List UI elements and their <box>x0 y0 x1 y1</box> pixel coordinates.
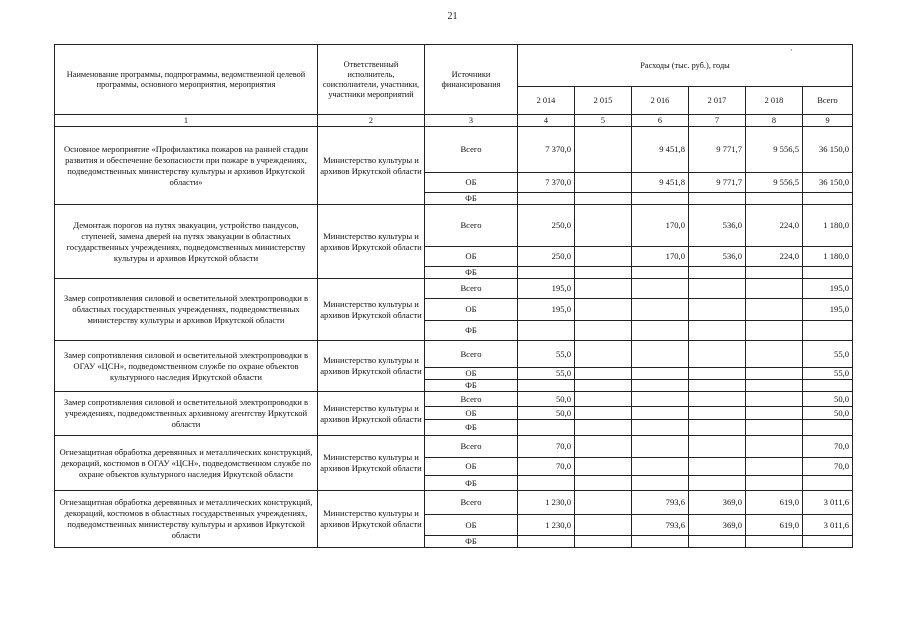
measure-name: Демонтаж порогов на путях эвакуации, устройство пандусов, ступеней, замена дверей на путях эвакуации в областных государственных учреждениях, подведомственных министерству культуры и архивов Иркутской области <box>55 205 318 279</box>
value-2016 <box>632 436 689 458</box>
table-row <box>55 341 853 368</box>
value-total: 36 150,0 <box>803 127 853 173</box>
value-2016: 793,6 <box>632 491 689 515</box>
value-2014 <box>518 420 575 436</box>
measure-name: Огнезащитная обработка деревянных и металлических конструкций, декораций, костюмов в областных государственных учреждениях, подведомственных министерству культуры и архивов Иркутской области <box>55 491 318 548</box>
value-2016 <box>632 193 689 205</box>
value-2017 <box>689 476 746 491</box>
funding-source: ФБ <box>425 321 518 341</box>
measure-name: Замер сопротивления силовой и осветительной электропроводки в областных государственных учреждениях, подведомственных министерству культуры и архивов Иркутской области <box>55 279 318 341</box>
column-number-6: 6 <box>632 115 689 127</box>
funding-source: Всего <box>425 279 518 299</box>
funding-source: ОБ <box>425 247 518 267</box>
value-2016 <box>632 299 689 321</box>
funding-source: Всего <box>425 491 518 515</box>
value-2015 <box>575 299 632 321</box>
value-2015 <box>575 127 632 173</box>
value-2015 <box>575 476 632 491</box>
value-total: 3 011,6 <box>803 491 853 515</box>
header-name: Наименование программы, подпрограммы, ведомственной целевой программы, основного мероприятия, мероприятия <box>55 45 318 115</box>
value-2015 <box>575 491 632 515</box>
measure-name: Огнезащитная обработка деревянных и металлических конструкций, декораций, костюмов в ОГАУ «ЦСН», подведомственном службе по охране объектов культурного наследия Иркутской области <box>55 436 318 491</box>
value-total: 3 011,6 <box>803 515 853 536</box>
measure-name: Основное мероприятие «Профилактика пожаров на ранней стадии развития и обеспечение безопасности при пожаре в учреждениях, подведомственных министерству культуры и архивов Иркутской области» <box>55 127 318 205</box>
value-2016 <box>632 267 689 279</box>
responsible-executor: Министерство культуры и архивов Иркутской области <box>318 127 425 205</box>
value-2017 <box>689 380 746 392</box>
funding-source: ОБ <box>425 173 518 193</box>
value-total <box>803 380 853 392</box>
value-2017: 369,0 <box>689 491 746 515</box>
column-number-8: 8 <box>746 115 803 127</box>
header-year-2015: 2 015 <box>575 87 632 115</box>
stray-mark: · <box>790 46 793 55</box>
value-2016 <box>632 420 689 436</box>
value-total <box>803 267 853 279</box>
value-total: 36 150,0 <box>803 173 853 193</box>
value-2017: 9 771,7 <box>689 173 746 193</box>
column-number-5: 5 <box>575 115 632 127</box>
value-2017 <box>689 193 746 205</box>
funding-source: ОБ <box>425 407 518 420</box>
value-2015 <box>575 193 632 205</box>
value-2016 <box>632 407 689 420</box>
funding-source: ФБ <box>425 267 518 279</box>
header-year-2017: 2 017 <box>689 87 746 115</box>
column-number-3: 3 <box>425 115 518 127</box>
funding-source: ФБ <box>425 380 518 392</box>
value-2014: 50,0 <box>518 392 575 407</box>
value-2014: 195,0 <box>518 299 575 321</box>
expenses-table <box>54 44 853 548</box>
value-total: 50,0 <box>803 407 853 420</box>
funding-source: ФБ <box>425 536 518 548</box>
value-total: 55,0 <box>803 368 853 380</box>
value-2018: 9 556,5 <box>746 173 803 193</box>
value-2018 <box>746 193 803 205</box>
value-2017 <box>689 458 746 476</box>
value-2015 <box>575 321 632 341</box>
value-total <box>803 321 853 341</box>
table-row <box>55 205 853 247</box>
value-2015 <box>575 368 632 380</box>
value-total: 1 180,0 <box>803 205 853 247</box>
value-2016 <box>632 321 689 341</box>
value-2015 <box>575 205 632 247</box>
funding-source: ОБ <box>425 515 518 536</box>
value-2016: 9 451,8 <box>632 127 689 173</box>
measure-name: Замер сопротивления силовой и осветительной электропроводки в учреждениях, подведомственных архивному агентству Иркутской области <box>55 392 318 436</box>
value-2018: 224,0 <box>746 247 803 267</box>
value-2017 <box>689 407 746 420</box>
responsible-executor: Министерство культуры и архивов Иркутской области <box>318 205 425 279</box>
value-2018 <box>746 368 803 380</box>
value-2015 <box>575 173 632 193</box>
table-row <box>55 127 853 173</box>
value-2017: 9 771,7 <box>689 127 746 173</box>
value-2015 <box>575 436 632 458</box>
funding-source: Всего <box>425 205 518 247</box>
value-2015 <box>575 515 632 536</box>
value-2016 <box>632 536 689 548</box>
value-2018 <box>746 299 803 321</box>
funding-source: Всего <box>425 392 518 407</box>
value-2017: 536,0 <box>689 247 746 267</box>
funding-source: Всего <box>425 436 518 458</box>
value-2014: 70,0 <box>518 458 575 476</box>
value-2014: 7 370,0 <box>518 127 575 173</box>
responsible-executor: Министерство культуры и архивов Иркутской области <box>318 491 425 548</box>
value-2014 <box>518 267 575 279</box>
value-2016 <box>632 341 689 368</box>
value-total: 70,0 <box>803 458 853 476</box>
header-responsible: Ответственный исполнитель, соисполнители, участники, участники мероприятий <box>318 45 425 115</box>
value-2014: 55,0 <box>518 368 575 380</box>
value-2018: 619,0 <box>746 491 803 515</box>
value-2018 <box>746 267 803 279</box>
value-2015 <box>575 267 632 279</box>
value-2015 <box>575 380 632 392</box>
value-2014 <box>518 476 575 491</box>
funding-source: ФБ <box>425 476 518 491</box>
value-2017 <box>689 420 746 436</box>
value-2014 <box>518 536 575 548</box>
header-year-total: Всего <box>803 87 853 115</box>
value-total: 1 180,0 <box>803 247 853 267</box>
measure-name: Замер сопротивления силовой и осветительной электропроводки в ОГАУ «ЦСН», подведомственном службе по охране объектов культурного наследия Иркутской области <box>55 341 318 392</box>
funding-source: ОБ <box>425 368 518 380</box>
value-2017 <box>689 436 746 458</box>
value-2017 <box>689 279 746 299</box>
value-total: 50,0 <box>803 392 853 407</box>
value-2015 <box>575 341 632 368</box>
column-number-4: 4 <box>518 115 575 127</box>
funding-source: ОБ <box>425 458 518 476</box>
value-2017 <box>689 536 746 548</box>
value-2016: 793,6 <box>632 515 689 536</box>
value-2018 <box>746 392 803 407</box>
value-2017: 536,0 <box>689 205 746 247</box>
value-2014: 7 370,0 <box>518 173 575 193</box>
responsible-executor: Министерство культуры и архивов Иркутской области <box>318 279 425 341</box>
value-2015 <box>575 536 632 548</box>
value-2014: 250,0 <box>518 205 575 247</box>
value-2017 <box>689 267 746 279</box>
value-2016 <box>632 392 689 407</box>
value-2018 <box>746 436 803 458</box>
value-total <box>803 476 853 491</box>
value-2015 <box>575 458 632 476</box>
value-2014: 250,0 <box>518 247 575 267</box>
column-number-7: 7 <box>689 115 746 127</box>
value-total <box>803 193 853 205</box>
funding-source: ОБ <box>425 299 518 321</box>
column-number-1: 1 <box>55 115 318 127</box>
funding-source: ФБ <box>425 193 518 205</box>
value-2015 <box>575 407 632 420</box>
value-2014: 70,0 <box>518 436 575 458</box>
value-2018 <box>746 321 803 341</box>
responsible-executor: Министерство культуры и архивов Иркутской области <box>318 341 425 392</box>
value-2018 <box>746 458 803 476</box>
funding-source: Всего <box>425 127 518 173</box>
value-2016: 170,0 <box>632 247 689 267</box>
value-2016 <box>632 380 689 392</box>
value-2018 <box>746 279 803 299</box>
value-2015 <box>575 247 632 267</box>
value-2014 <box>518 321 575 341</box>
responsible-executor: Министерство культуры и архивов Иркутской области <box>318 436 425 491</box>
value-2014: 1 230,0 <box>518 491 575 515</box>
value-2016 <box>632 476 689 491</box>
value-2014: 195,0 <box>518 279 575 299</box>
table-row <box>55 392 853 407</box>
value-2015 <box>575 420 632 436</box>
header-year-2016: 2 016 <box>632 87 689 115</box>
value-2017 <box>689 392 746 407</box>
funding-source: Всего <box>425 341 518 368</box>
value-total: 55,0 <box>803 341 853 368</box>
value-2018: 224,0 <box>746 205 803 247</box>
value-total <box>803 420 853 436</box>
value-2015 <box>575 279 632 299</box>
value-2017 <box>689 368 746 380</box>
value-2018 <box>746 407 803 420</box>
table-row <box>55 279 853 299</box>
value-2018 <box>746 476 803 491</box>
page-number: 21 <box>447 11 458 22</box>
value-total <box>803 536 853 548</box>
value-2014: 55,0 <box>518 341 575 368</box>
value-2016 <box>632 458 689 476</box>
value-2015 <box>575 392 632 407</box>
value-total: 195,0 <box>803 279 853 299</box>
value-2016 <box>632 368 689 380</box>
value-total: 70,0 <box>803 436 853 458</box>
table-row <box>55 491 853 515</box>
value-2018: 9 556,5 <box>746 127 803 173</box>
header-year-2018: 2 018 <box>746 87 803 115</box>
header-expenses: Расходы (тыс. руб.), годы <box>518 45 853 87</box>
value-2016: 9 451,8 <box>632 173 689 193</box>
value-2014: 50,0 <box>518 407 575 420</box>
value-2018 <box>746 380 803 392</box>
header-year-2014: 2 014 <box>518 87 575 115</box>
header-sources: Источники финансирования <box>425 45 518 115</box>
funding-source: ФБ <box>425 420 518 436</box>
value-2014: 1 230,0 <box>518 515 575 536</box>
value-total: 195,0 <box>803 299 853 321</box>
value-2014 <box>518 193 575 205</box>
value-2017 <box>689 299 746 321</box>
value-2016 <box>632 279 689 299</box>
table-row <box>55 436 853 458</box>
value-2017: 369,0 <box>689 515 746 536</box>
value-2018 <box>746 341 803 368</box>
value-2017 <box>689 341 746 368</box>
responsible-executor: Министерство культуры и архивов Иркутской области <box>318 392 425 436</box>
column-number-2: 2 <box>318 115 425 127</box>
value-2018 <box>746 420 803 436</box>
value-2017 <box>689 321 746 341</box>
value-2018 <box>746 536 803 548</box>
column-number-9: 9 <box>803 115 853 127</box>
value-2018: 619,0 <box>746 515 803 536</box>
value-2016: 170,0 <box>632 205 689 247</box>
value-2014 <box>518 380 575 392</box>
